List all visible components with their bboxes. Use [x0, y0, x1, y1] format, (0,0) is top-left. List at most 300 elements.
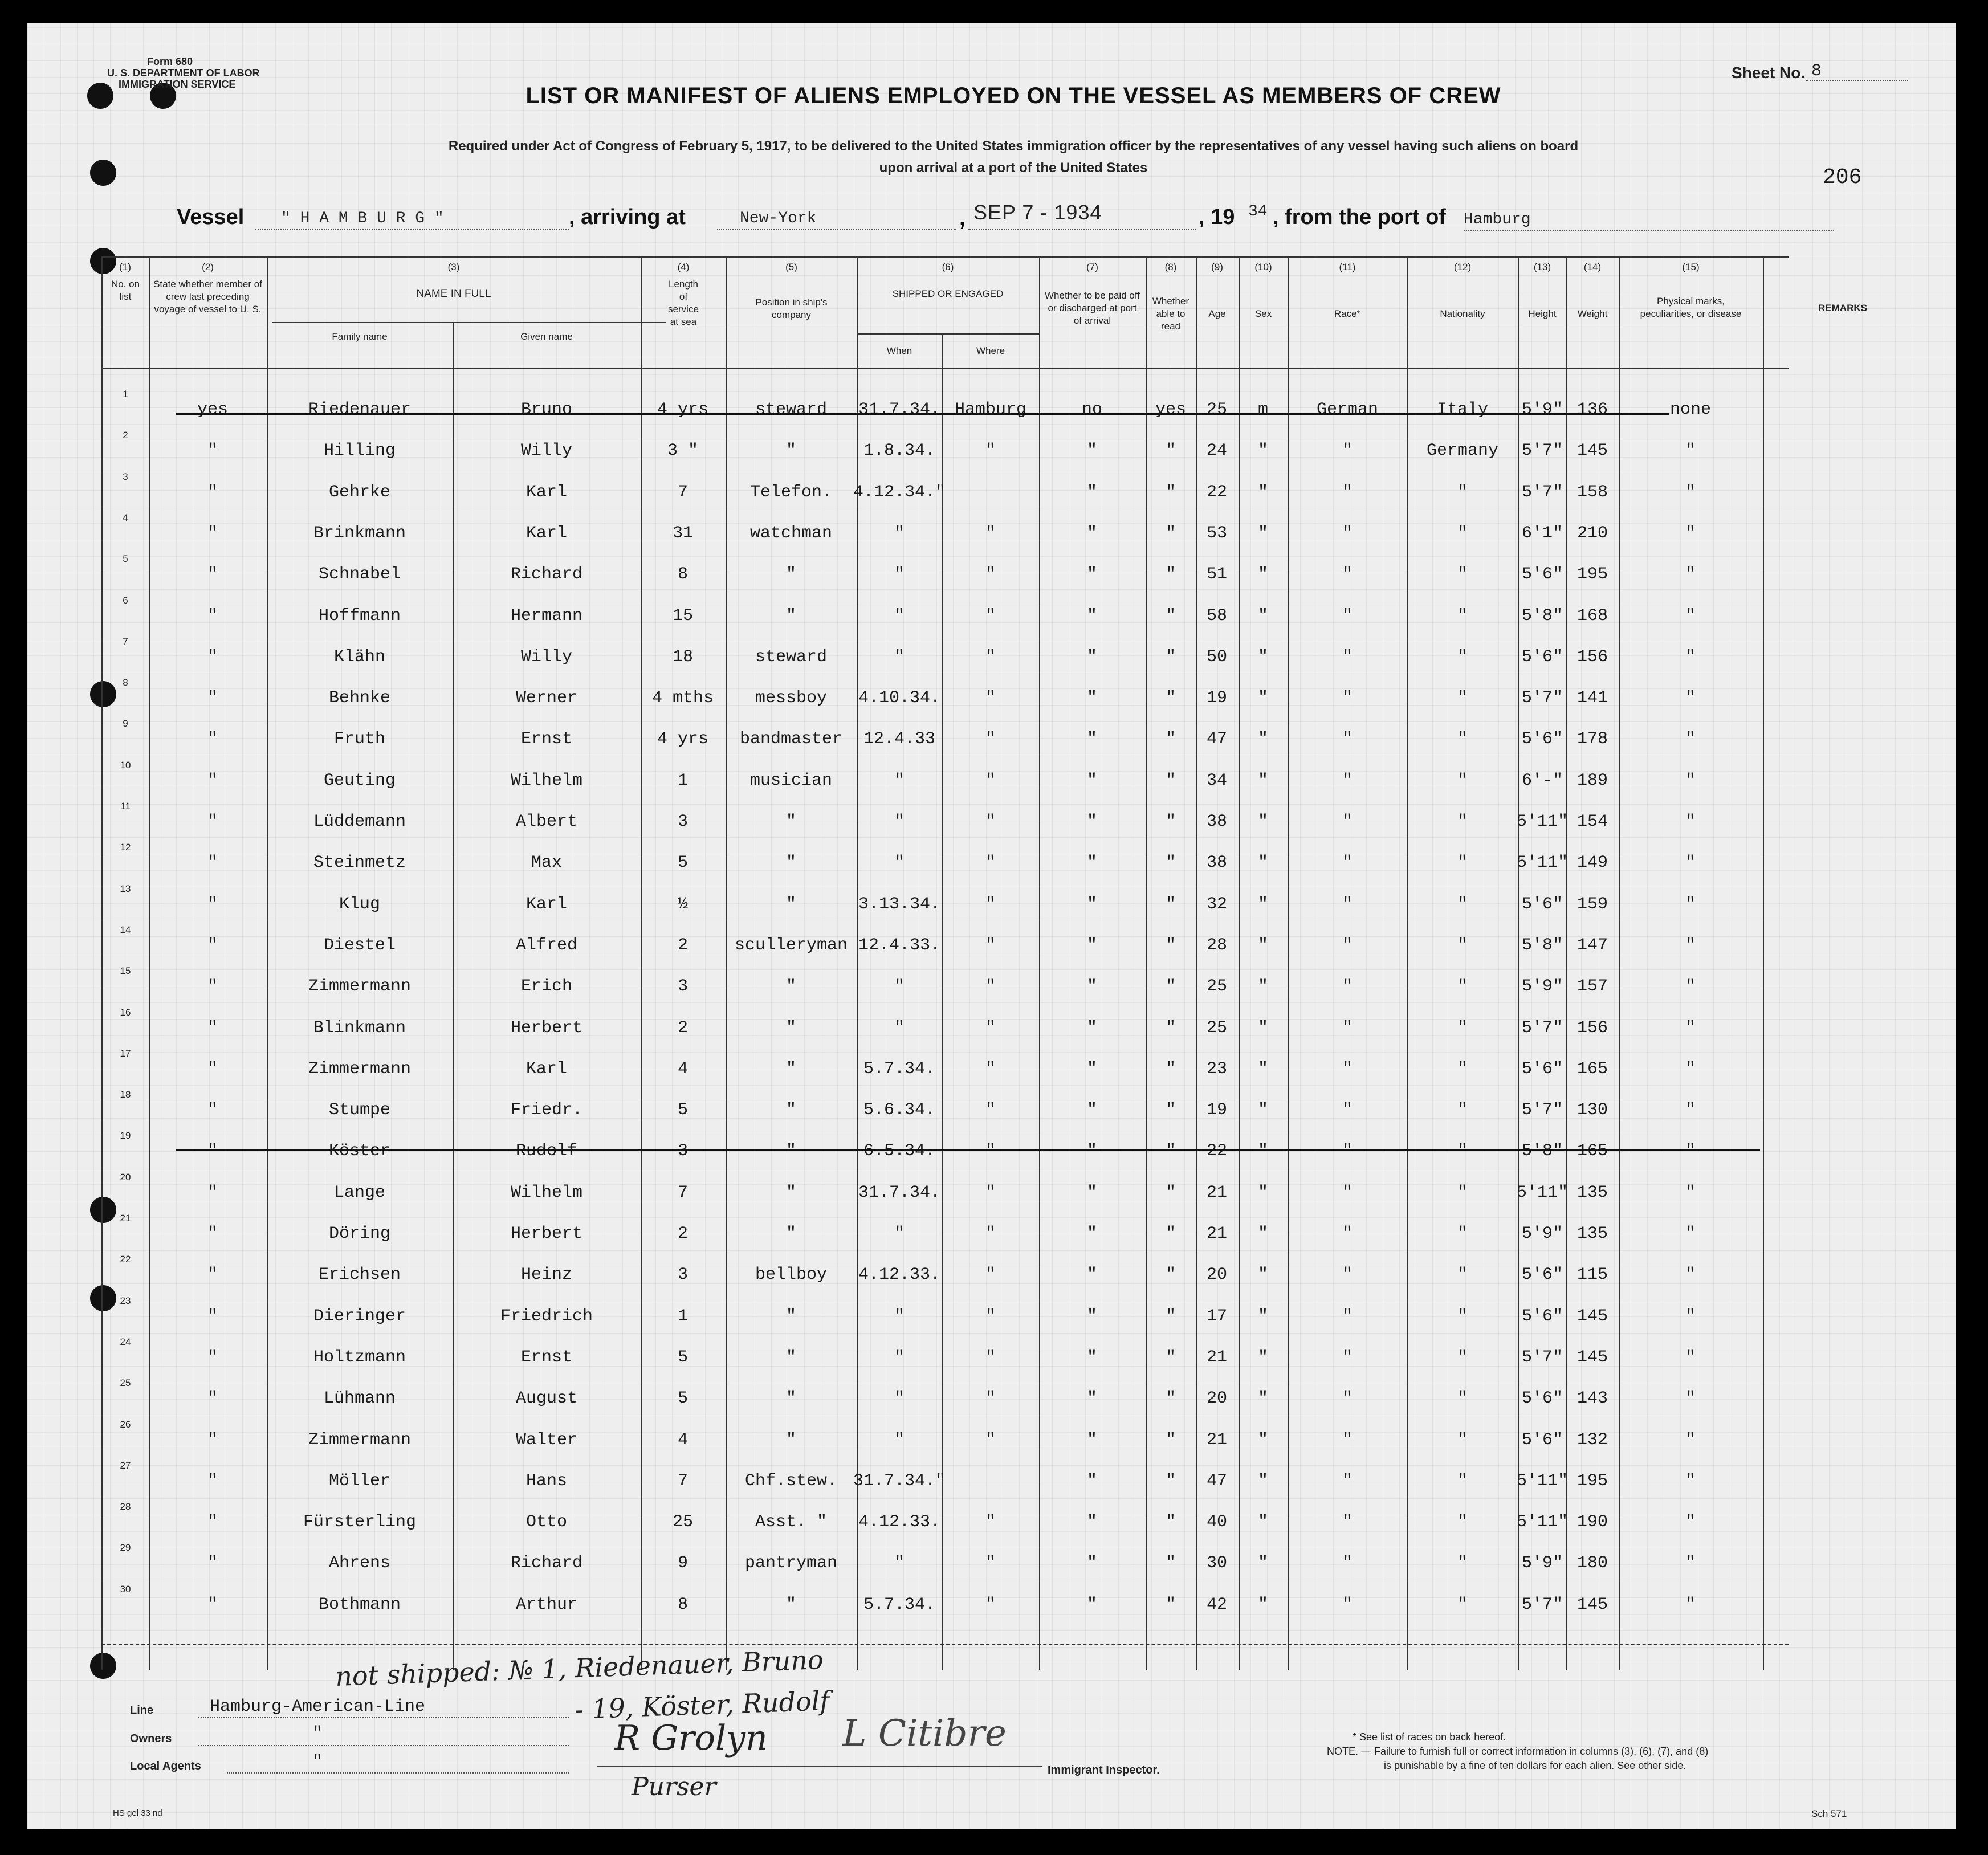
physical-marks-cell: " [1685, 1554, 1696, 1573]
paid-off-cell: " [1086, 729, 1098, 749]
nationality-cell: " [1457, 523, 1468, 543]
sex-cell: " [1257, 729, 1269, 749]
able-to-read-cell: " [1165, 523, 1176, 543]
sheet-number: 8 [1811, 62, 1822, 81]
weight-cell: 135 [1576, 1224, 1608, 1244]
nationality-cell: " [1457, 1265, 1468, 1285]
paid-off-cell: " [1086, 1347, 1098, 1367]
position-cell: steward [755, 400, 828, 419]
age-cell: 20 [1206, 1389, 1228, 1409]
col-4-header: Length of service at sea [668, 279, 699, 327]
position-cell: " [785, 812, 797, 831]
col-11-number: (11) [1339, 262, 1356, 272]
height-cell: 5'11" [1516, 853, 1569, 873]
weight-cell: 189 [1576, 770, 1608, 790]
position-cell: Asst. " [755, 1512, 828, 1532]
family-name-cell: Steinmetz [313, 853, 406, 873]
able-to-read-cell: " [1165, 1512, 1176, 1532]
prev-voyage-cell: yes [197, 400, 229, 419]
nationality-cell: " [1457, 977, 1468, 997]
height-cell: 6'-" [1521, 770, 1563, 790]
shipped-when-cell: 12.4.33 [863, 729, 936, 749]
vessel-name: " H A M B U R G " [281, 210, 444, 227]
not-shipped-note-2: - 19, Köster, Rudolf [574, 1685, 830, 1725]
nationality-cell: " [1457, 894, 1468, 914]
prev-voyage-cell: " [207, 1183, 218, 1202]
shipped-when-cell: " [894, 977, 905, 997]
given-name-cell: Herbert [510, 1018, 583, 1038]
department-name: U. S. DEPARTMENT OF LABOR [107, 67, 260, 79]
able-to-read-cell: " [1165, 770, 1176, 790]
prev-voyage-cell: " [207, 1430, 218, 1450]
nationality-cell: Germany [1426, 441, 1499, 461]
shipped-when-cell: " [894, 853, 905, 873]
sex-cell: " [1257, 1347, 1269, 1367]
paid-off-cell: " [1086, 1595, 1098, 1615]
age-cell: 58 [1206, 606, 1228, 626]
shipped-when-cell: " [894, 812, 905, 831]
height-cell: 5'6" [1521, 1059, 1563, 1079]
nationality-cell: " [1457, 1512, 1468, 1532]
sex-cell: " [1257, 1595, 1269, 1615]
position-cell: " [785, 441, 797, 461]
shipped-when-cell: " [894, 606, 905, 626]
prev-voyage-cell: " [207, 1389, 218, 1409]
shipped-where-cell: " [985, 977, 996, 997]
service-length-cell: 2 [677, 935, 689, 955]
shipped-where-cell: " [985, 523, 996, 543]
weight-cell: 158 [1576, 482, 1608, 502]
shipped-where-cell: " [985, 1018, 996, 1038]
physical-marks-cell: " [1685, 565, 1696, 585]
age-cell: 42 [1206, 1595, 1228, 1615]
row-number-cell: 18 [120, 1089, 131, 1100]
paid-off-cell: " [1086, 606, 1098, 626]
sex-cell: " [1257, 1430, 1269, 1450]
physical-marks-cell: " [1685, 441, 1696, 461]
height-cell: 5'6" [1521, 1265, 1563, 1285]
able-to-read-cell: " [1165, 1595, 1176, 1615]
race-cell: " [1342, 1306, 1353, 1326]
given-name-cell: Richard [510, 565, 583, 585]
service-length-cell: 18 [672, 647, 694, 667]
given-name-cell: Willy [520, 647, 573, 667]
given-name-cell: Richard [510, 1554, 583, 1573]
physical-marks-cell: " [1685, 1347, 1696, 1367]
service-length-cell: 4 mths [651, 688, 714, 708]
shipped-when-cell: 31.7.34." [853, 1471, 946, 1491]
given-name-cell: Ernst [520, 729, 573, 749]
sex-cell: m [1257, 400, 1269, 419]
weight-cell: 145 [1576, 1306, 1608, 1326]
shipped-when-cell: 1.8.34. [863, 441, 936, 461]
height-cell: 5'9" [1521, 1224, 1563, 1244]
nationality-cell: " [1457, 1141, 1468, 1161]
age-cell: 25 [1206, 977, 1228, 997]
shipped-when-cell: " [894, 647, 905, 667]
col-8-number: (8) [1164, 262, 1177, 272]
service-length-cell: 2 [677, 1018, 689, 1038]
able-to-read-cell: " [1165, 1141, 1176, 1161]
given-name-cell: Herbert [510, 1224, 583, 1244]
prev-voyage-cell: " [207, 523, 218, 543]
height-cell: 5'7" [1521, 1347, 1563, 1367]
weight-cell: 165 [1576, 1059, 1608, 1079]
given-name-cell: Wilhelm [510, 770, 583, 790]
sex-cell: " [1257, 647, 1269, 667]
nationality-cell: " [1457, 770, 1468, 790]
service-length-cell: 5 [677, 853, 689, 873]
row-number-cell: 5 [123, 553, 128, 565]
prev-voyage-cell: " [207, 853, 218, 873]
family-name-cell: Hilling [323, 441, 396, 461]
race-cell: German [1316, 400, 1379, 419]
physical-marks-cell: " [1685, 606, 1696, 626]
form-number: Form 680 [147, 56, 193, 67]
physical-marks-cell: " [1685, 1141, 1696, 1161]
able-to-read-cell: " [1165, 1059, 1176, 1079]
shipped-where-cell: " [985, 935, 996, 955]
fine-note: NOTE. — Failure to furnish full or correct information in columns (3), (6), (7), and (8) [1327, 1746, 1709, 1757]
age-cell: 20 [1206, 1265, 1228, 1285]
nationality-cell: " [1457, 1347, 1468, 1367]
shipped-where-cell: " [985, 606, 996, 626]
position-cell: Chf.stew. [744, 1471, 838, 1491]
line-value: Hamburg-American-Line [210, 1697, 426, 1717]
nationality-cell: " [1457, 647, 1468, 667]
punch-hole [90, 160, 116, 186]
col-5-header: Position in ship's company [755, 297, 828, 320]
paid-off-cell: " [1086, 1100, 1098, 1120]
nationality-cell: " [1457, 1100, 1468, 1120]
prev-voyage-cell: " [207, 606, 218, 626]
nationality-cell: " [1457, 565, 1468, 585]
col-9-number: (9) [1211, 262, 1223, 272]
row-number-cell: 8 [123, 677, 128, 688]
able-to-read-cell: " [1165, 1018, 1176, 1038]
prev-voyage-cell: " [207, 977, 218, 997]
family-name-cell: Geuting [323, 770, 396, 790]
physical-marks-cell: " [1685, 1100, 1696, 1120]
physical-marks-cell: " [1685, 1306, 1696, 1326]
paid-off-cell: " [1086, 977, 1098, 997]
height-cell: 5'9" [1521, 977, 1563, 997]
given-name-cell: Bruno [520, 400, 573, 419]
col-3-number: (3) [447, 262, 460, 272]
given-name-cell: Friedr. [510, 1100, 583, 1120]
able-to-read-cell: " [1165, 441, 1176, 461]
shipped-when-cell: 31.7.34. [858, 400, 941, 419]
paid-off-cell: " [1086, 1183, 1098, 1202]
age-header: Age [1208, 308, 1226, 319]
height-cell: 5'11" [1516, 1183, 1569, 1202]
sex-cell: " [1257, 1018, 1269, 1038]
race-cell: " [1342, 770, 1353, 790]
nationality-cell: " [1457, 1059, 1468, 1079]
paid-off-cell: " [1086, 1224, 1098, 1244]
sex-cell: " [1257, 565, 1269, 585]
weight-cell: 115 [1576, 1265, 1608, 1285]
sex-cell: " [1257, 1183, 1269, 1202]
height-cell: 6'1" [1521, 523, 1563, 543]
prev-voyage-cell: " [207, 770, 218, 790]
height-cell: 5'6" [1521, 1430, 1563, 1450]
shipped-where-cell: " [985, 565, 996, 585]
position-cell: " [785, 1141, 797, 1161]
age-cell: 51 [1206, 565, 1228, 585]
height-cell: 5'7" [1521, 441, 1563, 461]
position-cell: steward [755, 647, 828, 667]
family-name-cell: Gehrke [328, 482, 391, 502]
service-length-cell: 4 yrs [657, 729, 709, 749]
prev-voyage-cell: " [207, 1471, 218, 1491]
given-name-header: Given name [520, 331, 573, 342]
shipped-where-cell: " [985, 1512, 996, 1532]
family-name-cell: Bothmann [318, 1595, 401, 1615]
sex-cell: " [1257, 441, 1269, 461]
shipped-where-cell: " [985, 647, 996, 667]
year-value: 34 [1248, 203, 1268, 221]
shipped-when-header: When [886, 345, 912, 356]
form-subtitle: Required under Act of Congress of February 5, 1917, to be delivered to the United States immigration officer by the representatives of any vessel having such aliens on board [448, 138, 1579, 154]
physical-marks-cell: " [1685, 1224, 1696, 1244]
physical-marks-cell: " [1685, 1595, 1696, 1615]
prev-voyage-cell: " [207, 1018, 218, 1038]
physical-marks-cell: " [1685, 1512, 1696, 1532]
paid-off-cell: " [1086, 565, 1098, 585]
paid-off-cell: " [1086, 1554, 1098, 1573]
row-number-cell: 20 [120, 1171, 131, 1183]
family-name-cell: Lange [333, 1183, 386, 1202]
shipped-where-cell: " [985, 894, 996, 914]
family-name-cell: Lüddemann [313, 812, 406, 831]
physical-marks-cell: " [1685, 1265, 1696, 1285]
physical-marks-cell: " [1685, 647, 1696, 667]
shipped-when-cell: 4.10.34. [858, 688, 941, 708]
paid-off-cell: " [1086, 1389, 1098, 1409]
sex-cell: " [1257, 1554, 1269, 1573]
race-header: Race* [1334, 308, 1361, 319]
physical-marks-cell: " [1685, 523, 1696, 543]
prev-voyage-cell: " [207, 1059, 218, 1079]
sex-cell: " [1257, 482, 1269, 502]
sex-cell: " [1257, 894, 1269, 914]
given-name-cell: Rudolf [515, 1141, 578, 1161]
family-name-cell: Holtzmann [313, 1347, 406, 1367]
remarks-header: REMARKS [1818, 303, 1867, 313]
family-name-cell: Riedenauer [308, 400, 412, 419]
physical-marks-cell: " [1685, 977, 1696, 997]
sex-cell: " [1257, 688, 1269, 708]
shipped-where-cell: " [985, 1183, 996, 1202]
height-cell: 5'7" [1521, 688, 1563, 708]
family-name-cell: Brinkmann [313, 523, 406, 543]
col-1-number: (1) [119, 262, 131, 272]
shipped-where-header: Where [976, 345, 1005, 356]
weight-cell: 136 [1576, 400, 1608, 419]
sex-cell: " [1257, 935, 1269, 955]
position-cell: pantryman [744, 1554, 838, 1573]
family-name-cell: Schnabel [318, 565, 401, 585]
race-cell: " [1342, 1554, 1353, 1573]
prev-voyage-cell: " [207, 1265, 218, 1285]
race-cell: " [1342, 482, 1353, 502]
weight-cell: 190 [1576, 1512, 1608, 1532]
shipped-where-cell: " [985, 1347, 996, 1367]
family-name-cell: Zimmermann [308, 1430, 412, 1450]
col-12-number: (12) [1453, 262, 1472, 272]
fine-note-2: is punishable by a fine of ten dollars for each alien. See other side. [1384, 1760, 1686, 1771]
weight-header: Weight [1577, 308, 1608, 319]
service-length-cell: 9 [677, 1554, 689, 1573]
given-name-cell: Otto [525, 1512, 568, 1532]
position-cell: " [785, 977, 797, 997]
weight-cell: 135 [1576, 1183, 1608, 1202]
col-2-header: State whether member of crew last preceding voyage of vessel to U. S. [153, 279, 262, 315]
able-to-read-cell: " [1165, 1347, 1176, 1367]
able-to-read-cell: " [1165, 565, 1176, 585]
row-number-cell: 29 [120, 1542, 131, 1554]
row-number-cell: 26 [120, 1418, 131, 1430]
physical-marks-cell: " [1685, 688, 1696, 708]
row-number-cell: 4 [123, 512, 128, 523]
age-cell: 19 [1206, 1100, 1228, 1120]
shipped-where-cell: " [985, 1595, 996, 1615]
race-cell: " [1342, 1512, 1353, 1532]
height-cell: 5'6" [1521, 1306, 1563, 1326]
position-cell: " [785, 1224, 797, 1244]
inspector-label: Immigrant Inspector. [1048, 1764, 1160, 1776]
col-7-number: (7) [1086, 262, 1098, 272]
age-cell: 21 [1206, 1347, 1228, 1367]
shipped-where-cell: " [985, 1554, 996, 1573]
physical-marks-cell: " [1685, 1059, 1696, 1079]
family-name-cell: Blinkmann [313, 1018, 406, 1038]
shipped-where-cell: " [985, 441, 996, 461]
row-number-cell: 19 [120, 1130, 131, 1141]
position-cell: messboy [755, 688, 828, 708]
family-name-cell: Fruth [333, 729, 386, 749]
sex-cell: " [1257, 977, 1269, 997]
col-3-header: NAME IN FULL [416, 288, 491, 300]
position-cell: bandmaster [739, 729, 843, 749]
form-subtitle-2: upon arrival at a port of the United States [879, 160, 1148, 176]
row-number-cell: 17 [120, 1047, 131, 1059]
race-cell: " [1342, 1595, 1353, 1615]
age-cell: 25 [1206, 1018, 1228, 1038]
position-cell: " [785, 1100, 797, 1120]
prev-voyage-cell: " [207, 441, 218, 461]
physical-marks-cell: " [1685, 1018, 1696, 1038]
height-cell: 5'7" [1521, 482, 1563, 502]
weight-cell: 165 [1576, 1141, 1608, 1161]
race-cell: " [1342, 935, 1353, 955]
shipped-when-cell: " [894, 1306, 905, 1326]
shipped-where-cell: " [985, 1224, 996, 1244]
shipped-when-cell: 4.12.34." [853, 482, 946, 502]
shipped-where-cell: " [985, 1100, 996, 1120]
weight-cell: 130 [1576, 1100, 1608, 1120]
position-cell: " [785, 1306, 797, 1326]
age-cell: 34 [1206, 770, 1228, 790]
family-name-cell: Klug [339, 894, 381, 914]
able-to-read-cell: " [1165, 812, 1176, 831]
race-cell: " [1342, 688, 1353, 708]
family-name-cell: Lühmann [323, 1389, 396, 1409]
physical-marks-cell: " [1685, 729, 1696, 749]
age-cell: 38 [1206, 853, 1228, 873]
able-to-read-cell: " [1165, 1100, 1176, 1120]
shipped-where-cell: " [985, 1389, 996, 1409]
punch-hole [87, 83, 113, 109]
shipped-when-cell: 6.5.34. [863, 1141, 936, 1161]
row-number-cell: 21 [120, 1213, 131, 1224]
weight-cell: 132 [1576, 1430, 1608, 1450]
sex-cell: " [1257, 523, 1269, 543]
race-cell: " [1342, 1141, 1353, 1161]
nationality-header: Nationality [1440, 308, 1485, 319]
paid-off-cell: " [1086, 1059, 1098, 1079]
col-15-number: (15) [1682, 262, 1700, 272]
position-cell: " [785, 1389, 797, 1409]
weight-cell: 143 [1576, 1389, 1608, 1409]
physical-marks-cell: " [1685, 482, 1696, 502]
col-8-header: Whether able to read [1152, 296, 1189, 332]
family-name-cell: Diestel [323, 935, 396, 955]
purser-signature: R Grolyn [614, 1718, 768, 1758]
weight-cell: 145 [1576, 1347, 1608, 1367]
position-cell: " [785, 1018, 797, 1038]
height-cell: 5'6" [1521, 894, 1563, 914]
family-name-cell: Dieringer [313, 1306, 406, 1326]
row-number-cell: 23 [120, 1295, 131, 1306]
height-cell: 5'9" [1521, 400, 1563, 419]
row-number-cell: 9 [123, 718, 128, 729]
row-number-cell: 30 [120, 1583, 131, 1595]
race-cell: " [1342, 812, 1353, 831]
manifest-sheet: Form 680 U. S. DEPARTMENT OF LABOR IMMIGRATION SERVICE Sheet No. 8 LIST OR MANIFEST OF ALIENS EMPLOYED ON THE VESSEL AS MEMBERS OF CREW Required under Act of Congress of February 5, 1917, to be delivered to the United States immigration officer by the representatives of any vessel having such aliens on board upon arrival at a port of the United States 206 Vessel " H A M B U R G " , arriving at New-York , SEP 7 - 1934 , 19 34 , from the port of Hamburg (1) No. on list (2) State whether member of crew last preceding voyage of vessel to U. S. (3) NAME IN FULL Family name Given name (4) Length of service at sea (5) Position in ship's company (6) SHIPPED OR ENGAGED When Where (7) Whether to be paid off or discharged at port of arrival (8) Whether able to read (9) Age (10) Sex (11) Race* (12) Nationality (13) Height (14) Weight (15) Physical marks, peculiarities, or disease REMARKS 1 yes Riedenauer Bruno 4 yrs steward 31.7.34. Hamburg no yes 25 m German Italy 5'9" 136 none 2 " Hilling Willy 3 " " 1.8.34. " " " 24 " " Germany 5'7" 145 " 3 " Gehrke Karl 7 Telefon. 4.12.34." " " 22 " " " 5'7" 158 " 4 " Brinkmann Karl 31 watchman " " " " 53 " " " 6'1" 210 " 5 " Schnabel Richard 8 " " " " " 51 " " " 5'6" 195 " 6 " Hoffmann Hermann 15 " " " " " 58 " " " 5'8" 168 " 7 " Klähn Willy 18 steward " " " " 50 " " " 5'6" 156 " 8 " Behnke Werner 4 mths messboy 4.10.34. " " " 19 " " " 5'7" 141 " 9 " Fruth Ernst 4 yrs bandmaster 12.4.33 " " " 47 " " " 5'6" 178 " 10 " Geuting Wilhelm 1 musician " " " " 34 " " " 6'-" 189 " 11 " Lüddemann Albert 3 " " " " " 38 " " " 5'11" 154 " 12 " Steinmetz Max 5 " " " " " 38 " " " 5'11" 149 " 13 " Klug Karl ½ " 3.13.34. " " " 32 " " " 5'6" 159 " 14 " Diestel Alfred 2 sculleryman 12.4.33. " " " 28 " " " 5'8" 147 " 15 " Zimmermann Erich 3 " " " " " 25 " " " 5'9" 157 " 16 " Blinkmann Herbert 2 " " " " " 25 " " " 5'7" 156 " 17 " Zimmermann Karl 4 " 5.7.34. " " " 23 " " " 5'6" 165 " 18 " Stumpe Friedr. 5 " 5.6.34. " " " 19 " " " 5'7" 130 " 19 " Köster Rudolf 3 " 6.5.34. " " " 22 " " " 5'8" 165 " 20 " Lange Wilhelm 7 " 31.7.34. " " " 21 " " " 5'11" 135 " 21 " Döring Herbert 2 " " " " " 21 " " " 5'9" 135 " 22 " Erichsen Heinz 3 bellboy 4.12.33. " " " 20 " " " 5'6" 115 " 23 " Dieringer Friedrich 1 " " " " " 17 " " " 5'6" 145 " 24 " Holtzmann Ernst 5 " " " " " 21 " " " 5'7" 145 " 25 " Lühmann August 5 " " " " " 20 " " " 5'6" 143 " 26 " Zimmermann Walter 4 " " " " " 21 " " " 5'6" 132 " 27 " Möller Hans 7 Chf.stew. 31.7.34." " " 47 " " " 5'11" 195 " 28 " Fürsterling Otto 25 Asst. " 4.12.33. " " " 40 " " " 5'11" 190 " 29 " Ahrens Richard 9 pantryman " " " " 30 " " " 5'9" 180 " 30 " Bothmann Arthur 8 " 5.7.34. " " " 42 " " " 5'7" 145 " not shipped: № 1, Riedenauer, Bruno - 19, Köster, Rudolf Line Hamburg-American-Line Owners " Local Agents " R Grolyn Purser L Citibre Immigrant Inspector. * See list of races on back hereof. NOTE. — Failure to furnish full or correct information in columns (3), (6), (7), and (8) is punishable by a fine of ten dollars for each alien. See other side. HS gel 33 nd Sch 571 [27, 23, 1956, 1829]
shipped-when-cell: " [894, 1430, 905, 1450]
shipped-when-cell: " [894, 1018, 905, 1038]
given-name-cell: Heinz [520, 1265, 573, 1285]
height-cell: 5'8" [1521, 606, 1563, 626]
position-cell: " [785, 1347, 797, 1367]
service-length-cell: 8 [677, 1595, 689, 1615]
paid-off-cell: " [1086, 853, 1098, 873]
given-name-cell: Erich [520, 977, 573, 997]
service-length-cell: 7 [677, 482, 689, 502]
able-to-read-cell: " [1165, 729, 1176, 749]
age-cell: 28 [1206, 935, 1228, 955]
height-cell: 5'7" [1521, 1100, 1563, 1120]
race-cell: " [1342, 894, 1353, 914]
height-cell: 5'6" [1521, 1389, 1563, 1409]
col-2-number: (2) [202, 262, 214, 272]
given-name-cell: Alfred [515, 935, 578, 955]
date-stamp: SEP 7 - 1934 [973, 201, 1102, 224]
race-cell: " [1342, 1018, 1353, 1038]
nationality-cell: Italy [1436, 400, 1489, 419]
paid-off-cell: " [1086, 1471, 1098, 1491]
page-number: 206 [1823, 165, 1862, 190]
vessel-label: Vessel [177, 205, 245, 229]
position-cell: " [785, 1183, 797, 1202]
position-cell: " [785, 565, 797, 585]
row-number-cell: 28 [120, 1501, 131, 1512]
able-to-read-cell: " [1165, 647, 1176, 667]
race-cell: " [1342, 1347, 1353, 1367]
nationality-cell: " [1457, 1018, 1468, 1038]
